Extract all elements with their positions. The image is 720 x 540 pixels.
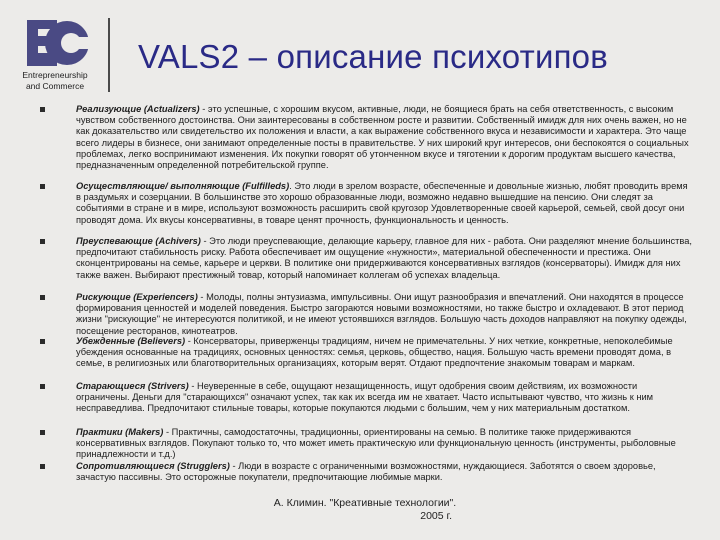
item-term: Осуществляющие/ выполняющие (Fulfilleds): [76, 181, 290, 191]
list-item: [42, 381, 692, 427]
bullet-icon: [40, 430, 45, 435]
list-item: [42, 461, 692, 485]
bullet-icon: [40, 464, 45, 469]
author-credit: А. Климин. "Креативные технологии". 2005 г.: [273, 497, 457, 522]
bullet-icon: [40, 295, 45, 300]
item-term: Рискующие (Experiencers): [76, 292, 198, 302]
list-item: [42, 336, 692, 381]
logo: [14, 18, 96, 96]
item-text: - Люди в возрасте с ограниченными возможностями, нуждающиеся. Заботятся о своем здоровье, зачастую пассивны. Это осторожные покупатели, предпочитающие любимые марки.: [76, 461, 656, 483]
psychotype-list: [42, 104, 692, 485]
list-item: [42, 181, 692, 236]
title-divider: [108, 18, 110, 92]
list-item: [42, 236, 692, 292]
bullet-icon: [40, 107, 45, 112]
item-text: - Консерваторы, приверженцы традициям, ничем не примечательны. У них четкие, конкретные, непоколебимые убеждения основанные на традициях, основных ценностях: семья, церковь, общество, нация. Большую часть времени проводят дома, в семье, в религиозных или благотворительных организациях, которым верят. Отдают предпочтение знакомым товарам и маркам.: [76, 336, 673, 369]
list-item: [42, 427, 692, 461]
bullet-icon: [40, 384, 45, 389]
bullet-icon: [40, 339, 45, 344]
list-item: [42, 292, 692, 336]
bullet-icon: [40, 239, 45, 244]
item-text: . Это люди в зрелом возрасте, обеспеченные и довольные жизнью, любят проводить время в раздумьях и созерцании. В большинстве это хорошо образованные люди, возможно недавно вышедшие на пенсию. Они следят за событиями в стране и в мире, используют возможность расширить свой кругозор Удовлетворенные своей карьерой, семьей, свой досуг они проводят дома. Их вкусы консервативны, в товаре ценят прочность, функциональность и ценность.: [76, 181, 688, 225]
item-term: Старающиеся (Strivers): [76, 381, 189, 391]
item-text: - Молоды, полны энтузиазма, импульсивны. Они ищут разнообразия и впечатлений. Они находятся в процессе формирования ценностей и моделей поведения. Быстро загораются новыми возможностями, но также быстро и охладевают. В этот период жизни "рискующие" не интересуются политикой, и не имеют устоявшихся взглядов. Большую часть доходов направляют на покупку одежды, посещение ресторанов, кинотеатров.: [76, 292, 687, 336]
item-text: - Практичны, самодостаточны, традиционны, ориентированы на семью. В политике также придерживаются консервативных взглядов. Покупают только то, что может иметь практическую или функциональную ценность (инструменты, рыболовные принадлежности и т.д.): [76, 427, 676, 460]
list-item: [42, 104, 692, 181]
item-term: Реализующие (Actualizers): [76, 104, 200, 114]
logo-caption: Entrepreneurship and Commerce: [22, 70, 88, 91]
item-text: - Это люди преуспевающие, делающие карьеру, главное для них - работа. Они разделяют мнение большинства, предпочитают стабильность риску. Работа обеспечивает им ощущение «нужности», материальной обеспеченности и престижа. Они сконцентрированы на семье, карьере и церкви. В политике они придерживаются консервативных взглядов (консерваторы). Имидж для них также важен. Выбирают престижный товар, который напоминает коллегам об успехах владельца.: [76, 236, 693, 280]
item-term: Убежденные (Believers): [76, 336, 186, 346]
item-term: Преуспевающие (Achivers): [76, 236, 201, 246]
ec-logo-icon: [14, 18, 96, 70]
item-text: - это успешные, с хорошим вкусом, активные, люди, не боящиеся брать на себя ответственность, с высоким чувством собственного достоинства. Они заинтересованы в собственном росте и развитии. Собственный имидж для них очень важен, но не как доказательство или свидетельство их положения и власти, а как выражение собственного вкуса и независимости и характера. Это чаще всего лидеры в бизнесе, они занимают определенные посты в правительстве. У них широкий круг интересов, они беспокоятся о социальных проблемах, легко воспринимают изменения. Их покупки говорят об утонченном вкусе и тяготении к дорогим продуктам высшего качества, предназначенным определенной потребительской группе.: [76, 104, 689, 171]
item-text: - Неуверенные в себе, ощущают незащищенность, ищут одобрения своим действиям, их возможности ограничены. Деньги для "старающихся" означают успех, так как их всегда им не хватает. Часто испытывают чувство, что жизнь к ним несправедлива. Предпочитают стильные товары, которые покупаются людьми с большим, чем у них материальным достатком.: [76, 381, 654, 414]
item-term: Сопротивляющиеся (Strugglers): [76, 461, 230, 471]
page-title: VALS2 – описание психотипов: [138, 38, 608, 75]
bullet-icon: [40, 184, 45, 189]
item-term: Практики (Makers): [76, 427, 164, 437]
